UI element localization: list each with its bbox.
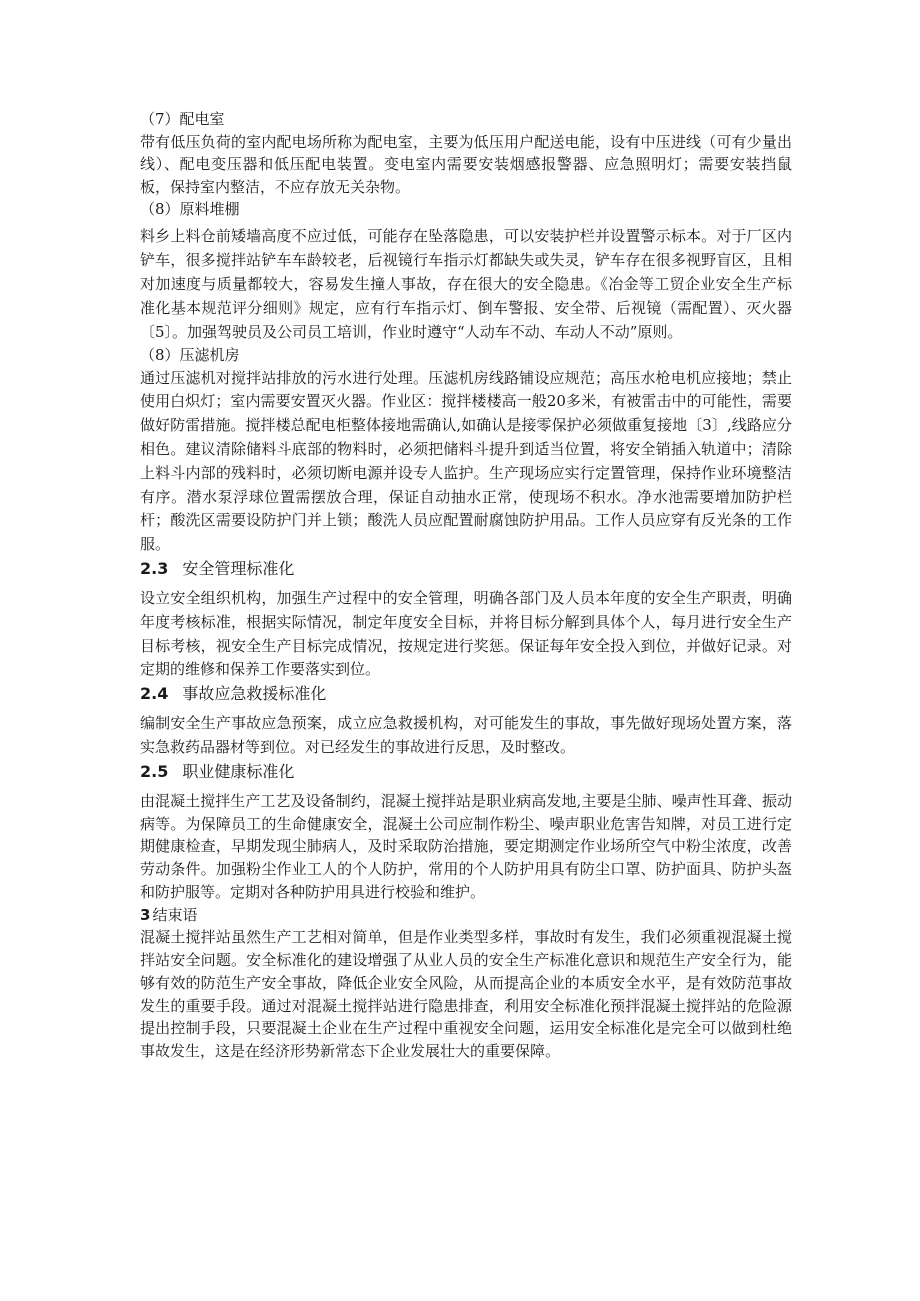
section-heading-occupational-health (140, 760, 792, 784)
section-heading-safety-management (140, 557, 792, 581)
paragraph-distribution-room: 带有低压负荷的室内配电场所称为配电室，主要为低压用户配送电能，设有中压进线（可有少量出线）、配电变压器和低压配电装置。变电室内需要安装烟感报警器、应急照明灯；需要安装挡鼠板，保持室内整洁，不应存放无关杂物。 (140, 132, 792, 196)
paragraph-conclusion: 混凝土搅拌站虽然生产工艺相对简单，但是作业类型多样，事故时有发生，我们必须重视混凝土搅拌站安全问题。安全标准化的建设增强了从业人员的安全生产标准化意识和规范生产安全行为，能够有效的防范生产安全事故，降低企业安全风险，从而提高企业的本质安全水平，是有效防范事故发生的重要手段。通过对混凝土搅拌站进行隐患排查，利用安全标准化预拌混凝土搅拌站的危险源提出控制手段，只要混凝土企业在生产过程中重视安全问题，运用安全标准化是完全可以做到杜绝事故发生，这是在经济形势新常态下企业发展壮大的重要保障。 (140, 928, 792, 1061)
section-number: 3 (140, 905, 151, 924)
document-page (140, 108, 792, 1063)
section-number: 2.3 (140, 558, 169, 578)
paragraph-occupational-health: 由混凝土搅拌生产工艺及设备制约，混凝土搅拌站是职业病高发地,主要是尘肺、噪声性耳聋、振动病等。为保障员工的生命健康安全，混凝土公司应制作粉尘、噪声职业危害告知牌，对员工进行定期健康检查，早期发现尘肺病人，及时采取防治措施，要定期测定作业场所空气中粉尘浓度，改善劳动条件。加强粉尘作业工人的个人防护，常用的个人防护用具有防尘口罩、防护面具、防护头盔和防护服等。定期对各种防护用具进行校验和维护。 (140, 791, 792, 901)
section-heading-emergency-rescue (140, 682, 792, 706)
paragraph-filter-press-room: 通过压滤机对搅拌站排放的污水进行处理。压滤机房线路铺设应规范；高压水枪电机应接地；禁止使用白炽灯；室内需要安置灭火器。作业区：搅拌楼楼高一般20多米，有被雷击中的可能性，需要做好防雷措施。搅拌楼总配电柜整体接地需确认,如确认是接零保护必须做重复接地〔3〕,线路应分相色。建议清除储料斗底部的物料时，必须把储料斗提升到适当位置，将安全销插入轨道中；清除上料斗内部的残料时，必须切断电源并设专人监护。生产现场应实行定置管理，保持作业环境整洁有序。潜水泵浮球位置需摆放合理，保证自动抽水正常，使现场不积水。净水池需要增加防护栏杆；酸洗区需要设防护门并上锁；酸洗人员应配置耐腐蚀防护用品。工作人员应穿有反光条的工作服。 (140, 368, 792, 554)
section-title: 结束语 (152, 905, 198, 924)
section-title: 事故应急救援标准化 (182, 684, 327, 704)
subsection-heading-material-shed: （8）原料堆棚 (140, 200, 240, 219)
section-title: 安全管理标准化 (182, 558, 295, 578)
paragraph-safety-management: 设立安全组织机构，加强生产过程中的安全管理，明确各部门及人员本年度的安全生产职责，明确年度考核标准，根据实际情况，制定年度安全目标，并将目标分解到具体个人，每月进行安全生产目标考核，视安全生产目标完成情况，按规定进行奖惩。保证每年安全投入到位，并做好记录。对定期的维修和保养工作要落实到位。 (140, 588, 792, 679)
section-title: 职业健康标准化 (182, 761, 295, 781)
subsection-heading-distribution-room: （7）配电室 (140, 110, 225, 128)
subsection-heading-filter-press-room: （8）压滤机房 (140, 345, 240, 364)
paragraph-material-shed: 料乡上料仓前矮墙高度不应过低，可能存在坠落隐患，可以安装护栏并设置警示标本。对于厂区内铲车，很多搅拌站铲车车龄较老，后视镜行车指示灯都缺失或失灵，铲车存在很多视野盲区，且相对加速度与质量都较大，容易发生撞人事故，存在很大的安全隐患。《冶金等工贸企业安全生产标准化基本规范评分细则》规定，应有行车指示灯、倒车警报、安全带、后视镜（需配置）、灭火器〔5〕。加强驾驶员及公司员工培训，作业时遵守“人动车不动、车动人不动”原则。 (140, 226, 792, 341)
section-heading-conclusion (140, 904, 792, 927)
paragraph-emergency-rescue: 编制安全生产事故应急预案，成立应急救援机构，对可能发生的事故，事先做好现场处置方案，落实急救药品器材等到位。对已经发生的事故进行反思，及时整改。 (140, 714, 792, 756)
section-number: 2.5 (140, 761, 169, 781)
section-number: 2.4 (140, 684, 169, 704)
